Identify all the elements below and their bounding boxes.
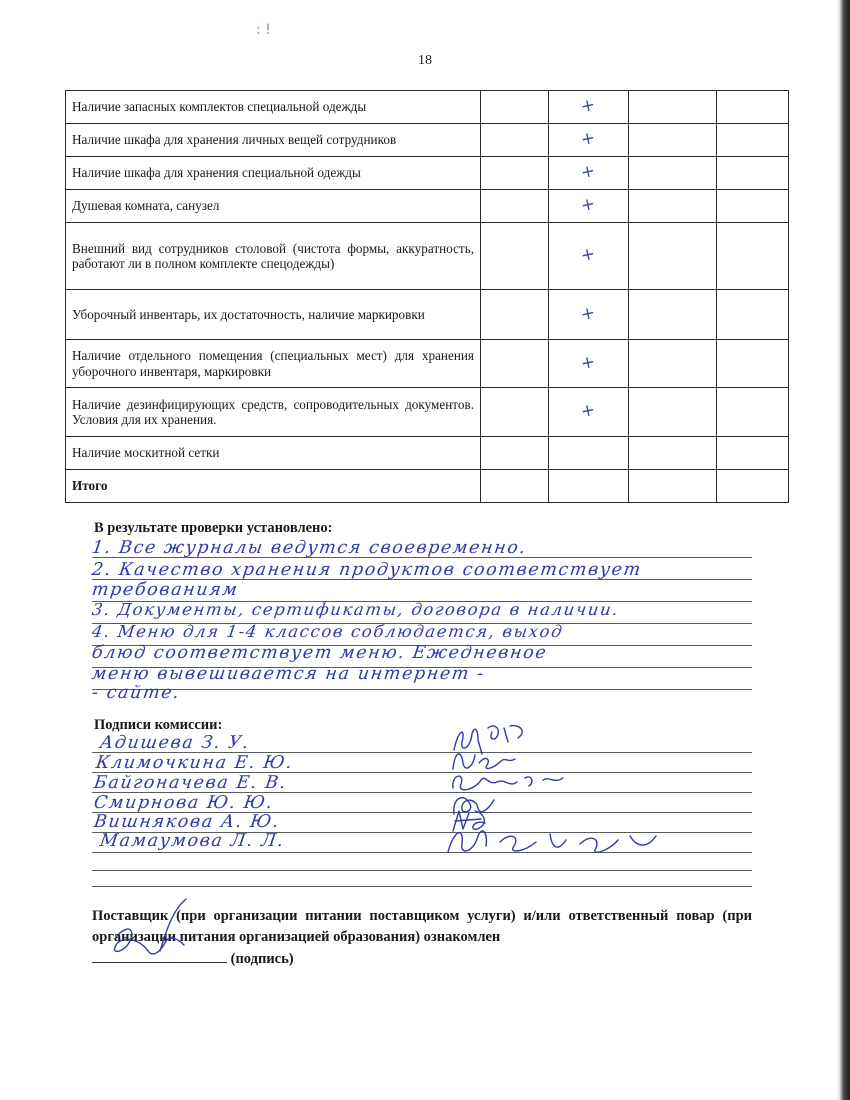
criterion-cell: Внешний вид сотрудников столовой (чистота формы, аккуратность, работают ли в полном комплекте спецодежды) (66, 223, 481, 290)
supplier-signature (100, 895, 200, 970)
criterion-cell: Наличие москитной сетки (66, 437, 481, 470)
table-row (66, 437, 789, 470)
check-cell (549, 437, 629, 470)
findings-title: В результате проверки установлено: (94, 520, 333, 536)
commission-member-name: Мамаумова Л. Л. (98, 831, 286, 851)
table-row (66, 157, 789, 190)
check-cell (549, 124, 629, 157)
plus-mark-icon: + (579, 128, 598, 151)
commission-member-name: Байгоначева Е. В. (92, 773, 289, 793)
check-cell (549, 190, 629, 223)
check-cell (549, 91, 629, 124)
table-row (66, 91, 789, 124)
criterion-cell: Наличие отдельного помещения (специальных мест) для хранения уборочного инвентаря, маркировки (66, 340, 481, 388)
handwritten-finding: 4. Меню для 1-4 классов соблюдается, выход (90, 622, 565, 641)
handwritten-finding: 3. Документы, сертификаты, договора в наличии. (90, 600, 621, 619)
plus-mark-icon: + (579, 161, 598, 184)
commission-member-name: Адишева З. У. (98, 733, 252, 753)
supplier-statement-text: Поставщик (при организации питании поставщиком услуги) и/или ответственный повар (при организации питания организацией образования) ознакомлен (92, 908, 752, 945)
check-cell (549, 290, 629, 340)
ruled-line (92, 886, 752, 887)
criterion-cell: Наличие дезинфицирующих средств, сопроводительных документов. Условия для их хранения. (66, 388, 481, 437)
check-cell (549, 223, 629, 290)
criterion-cell: Наличие шкафа для хранения личных вещей сотрудников (66, 124, 481, 157)
plus-mark-icon: + (579, 400, 598, 423)
ruled-line (92, 870, 752, 871)
table-row (66, 223, 789, 290)
plus-mark-icon: + (579, 351, 598, 375)
plus-mark-icon: + (579, 302, 598, 326)
criterion-cell: Уборочный инвентарь, их достаточность, наличие маркировки (66, 290, 481, 340)
signature-label: (подпись) (230, 951, 294, 967)
total-row (66, 470, 789, 503)
plus-mark-icon: + (579, 95, 598, 118)
handwritten-finding: требованиям (90, 580, 240, 600)
total-label: Итого (66, 470, 481, 503)
plus-mark-icon: + (579, 244, 598, 267)
page-number: 18 (418, 53, 432, 68)
scan-speck: : ! (256, 22, 271, 38)
handwritten-finding: 2. Качество хранения продуктов соответствует (90, 560, 644, 580)
commission-member-name: Климочкина Е. Ю. (94, 753, 295, 773)
commission-member-name: Смирнова Ю. Ю. (92, 793, 275, 813)
commission-title: Подписи комиссии: (94, 717, 223, 733)
criterion-cell: Душевая комната, санузел (66, 190, 481, 223)
table-row (66, 340, 789, 388)
table-row (66, 290, 789, 340)
table-row (66, 190, 789, 223)
table-row (66, 124, 789, 157)
commission-signature-6 (440, 822, 680, 862)
plus-mark-icon: + (579, 194, 598, 217)
checklist-table (65, 90, 789, 503)
criterion-cell: Наличие запасных комплектов специальной одежды (66, 91, 481, 124)
handwritten-finding: блюд соответствует меню. Ежедневное (90, 643, 549, 663)
handwritten-finding: - сайте. (90, 683, 182, 703)
check-cell (549, 340, 629, 388)
check-cell (549, 388, 629, 437)
commission-member-name: Вишнякова А. Ю. (92, 812, 282, 832)
handwritten-finding: меню вывешивается на интернет - (90, 664, 487, 684)
ruled-line (92, 689, 752, 690)
table-row (66, 388, 789, 437)
check-cell (549, 157, 629, 190)
criterion-cell: Наличие шкафа для хранения специальной одежды (66, 157, 481, 190)
scan-edge-shadow (836, 0, 850, 1100)
handwritten-finding: 1. Все журналы ведутся своевременно. (90, 538, 528, 558)
